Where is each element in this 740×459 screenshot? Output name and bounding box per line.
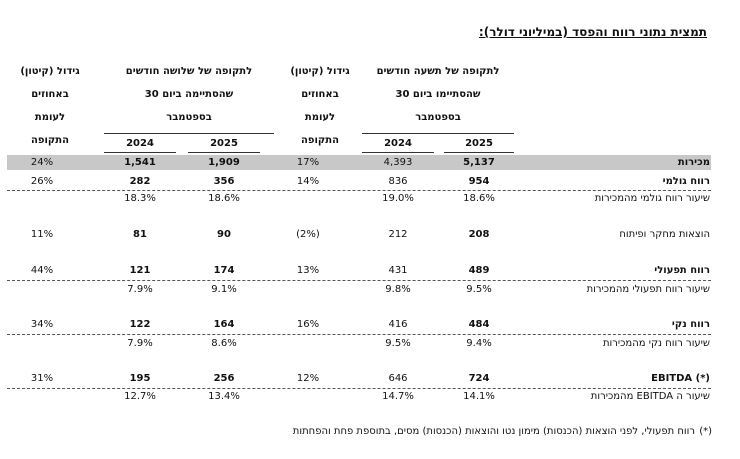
cell-growth: 44% <box>30 265 54 276</box>
year-rule <box>188 152 260 153</box>
header-growth-three <box>5 60 95 152</box>
cell-value: 484 <box>468 319 490 330</box>
cell-value: 14.1% <box>463 391 495 402</box>
cell-value: 9.5% <box>466 284 492 295</box>
cell-value: 18.6% <box>208 193 240 204</box>
year-rule <box>444 152 514 153</box>
row-label-gross-profit: רווח גולמי <box>662 176 710 187</box>
row-label-net-margin: שיעור רווח נקי מהמכירות <box>602 338 710 349</box>
cell-value: 646 <box>388 373 408 384</box>
footnote-mark: (*) <box>699 426 712 437</box>
cell-growth: 31% <box>30 373 54 384</box>
year-rule <box>104 152 176 153</box>
header-line: לעומת <box>304 112 336 123</box>
row-label-operating-profit: רווח תפעולי <box>654 265 710 276</box>
row-label-sales: מכירות <box>677 157 710 168</box>
cell-value: 1,541 <box>124 157 156 168</box>
cell-growth: 26% <box>30 176 54 187</box>
header-line: באחוזים <box>301 89 339 100</box>
row-divider <box>7 190 711 191</box>
cell-value: 4,393 <box>383 157 413 168</box>
year-rule <box>362 152 434 153</box>
cell-value: 174 <box>213 265 235 276</box>
cell-value: 14.7% <box>382 391 414 402</box>
cell-growth: 12% <box>296 373 320 384</box>
cell-value: 356 <box>213 176 235 187</box>
cell-value: 208 <box>468 229 490 240</box>
cell-value: 489 <box>468 265 490 276</box>
cell-value: 121 <box>129 265 151 276</box>
cell-value: 18.3% <box>124 193 156 204</box>
row-divider <box>7 280 711 281</box>
header-line: גידול (קיטון) <box>290 66 350 77</box>
year-2024-three: 2024 <box>126 138 154 149</box>
cell-value: 18.6% <box>463 193 495 204</box>
cell-growth: 14% <box>296 176 320 187</box>
header-three-months <box>104 60 274 129</box>
cell-growth: 11% <box>30 229 54 240</box>
header-line: גידול (קיטון) <box>20 66 80 77</box>
row-label-operating-margin: שיעור רווח תפעולי מהמכירות <box>586 284 710 295</box>
row-divider <box>7 388 711 389</box>
cell-value: 90 <box>217 229 231 240</box>
cell-value: 7.9% <box>127 338 153 349</box>
cell-value: 19.0% <box>382 193 414 204</box>
cell-value: 836 <box>388 176 408 187</box>
cell-value: 1,909 <box>208 157 240 168</box>
cell-growth: 13% <box>296 265 320 276</box>
header-line: שהסתיימה ביום 30 <box>144 89 234 100</box>
cell-value: 164 <box>213 319 235 330</box>
cell-value: 212 <box>388 229 408 240</box>
cell-value: 282 <box>129 176 151 187</box>
year-2025-three: 2025 <box>210 138 238 149</box>
page-title: תמצית נתוני רווח והפסד (במיליוני דולר): <box>478 25 707 39</box>
cell-value: 416 <box>388 319 408 330</box>
cell-value: 13.4% <box>208 391 240 402</box>
year-2025-nine: 2025 <box>465 138 493 149</box>
cell-growth: 17% <box>296 157 320 168</box>
row-label-net-profit: רווח נקי <box>671 319 710 330</box>
header-line: לתקופה של תשעה חודשים <box>376 66 500 77</box>
cell-growth: 34% <box>30 319 54 330</box>
cell-growth: 16% <box>296 319 320 330</box>
row-label-ebitda-margin: שיעור ה EBITDA מהמכירות <box>590 391 710 402</box>
header-line: לעומת <box>34 112 66 123</box>
cell-value: 724 <box>468 373 490 384</box>
cell-value: 195 <box>129 373 151 384</box>
row-divider <box>7 334 711 335</box>
cell-value: 7.9% <box>127 284 153 295</box>
header-line: בספטמבר <box>166 112 212 123</box>
header-line: התקופה <box>301 135 339 146</box>
cell-value: 12.7% <box>124 391 156 402</box>
header-rule <box>104 133 274 134</box>
footnote-text: רווח תפעולי, לפני הוצאות (הכנסות) מימון נטו והוצאות (הכנסות) מסים, בתוספת פחת והפחתות <box>292 426 695 437</box>
header-line: בספטמבר <box>415 112 461 123</box>
header-line: התקופה <box>31 135 69 146</box>
cell-growth: 24% <box>30 157 54 168</box>
cell-value: 81 <box>133 229 147 240</box>
header-growth-nine <box>280 60 360 152</box>
cell-value: 9.4% <box>466 338 492 349</box>
row-label-gross-margin: שיעור רווח גולמי מהמכירות <box>594 193 710 204</box>
header-line: לתקופה של שלושה חודשים <box>125 66 253 77</box>
year-2024-nine: 2024 <box>384 138 412 149</box>
header-line: באחוזים <box>31 89 69 100</box>
cell-value: 122 <box>129 319 151 330</box>
row-label-ebitda: EBITDA (*) <box>651 373 710 384</box>
cell-value: 9.8% <box>385 284 411 295</box>
cell-value: 9.1% <box>211 284 237 295</box>
cell-value: 431 <box>388 265 408 276</box>
cell-value: 256 <box>213 373 235 384</box>
cell-value: 8.6% <box>211 338 237 349</box>
cell-value: 954 <box>468 176 490 187</box>
header-line: שהסתיימו ביום 30 <box>395 89 481 100</box>
cell-value: 9.5% <box>385 338 411 349</box>
cell-growth: (2%) <box>296 229 320 240</box>
header-rule <box>362 133 514 134</box>
row-label-rnd: הוצאות מחקר ופיתוח <box>619 229 710 240</box>
cell-value: 5,137 <box>463 157 495 168</box>
header-nine-months <box>362 60 514 129</box>
